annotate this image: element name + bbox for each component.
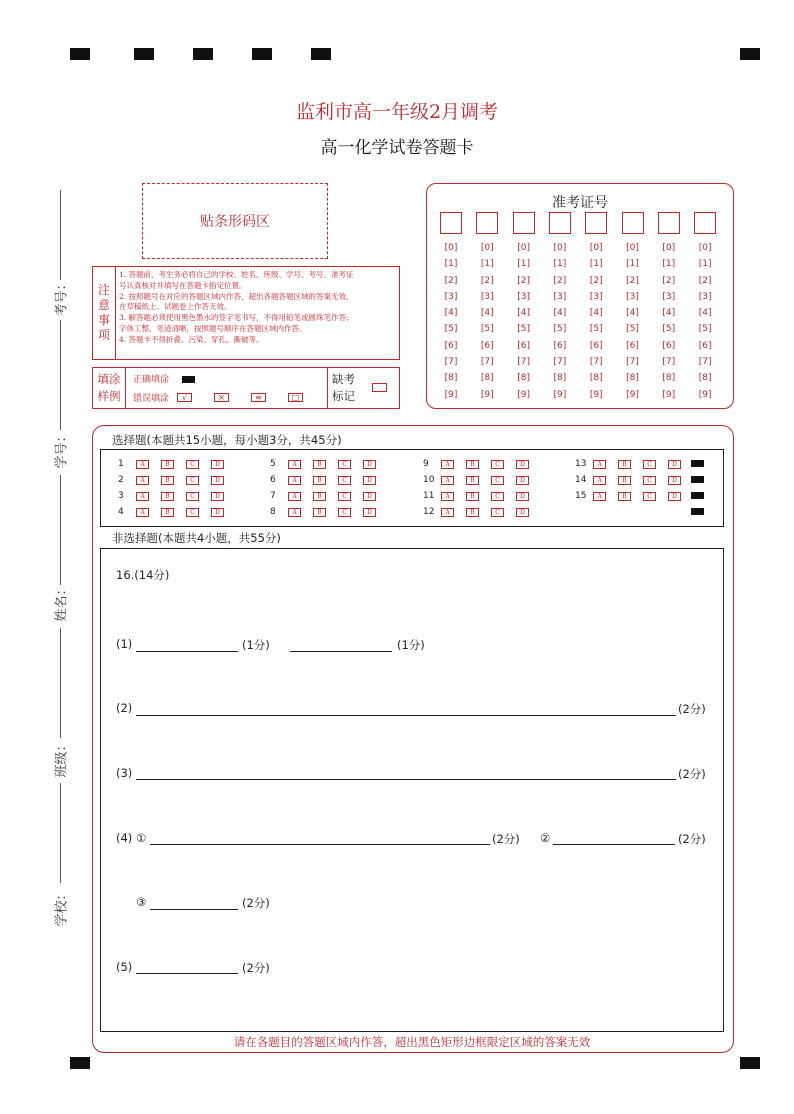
choice-option-bubble[interactable]: D <box>363 508 376 517</box>
exam-digit-bubble[interactable]: [5] <box>589 324 603 335</box>
wrong-fill-label: 错误填涂 <box>133 394 170 404</box>
exam-digit-bubble[interactable]: [8] <box>698 373 712 384</box>
exam-digit-bubble[interactable]: [9] <box>662 389 676 400</box>
note-item: 3. 解答题必须使用黑色墨水的签字笔书写，不得用铅笔或圆珠笔作答； <box>119 313 354 323</box>
note-item: 号认真核对并填写在答题卡指定位置。 <box>119 280 247 290</box>
choice-option-bubble[interactable]: D <box>363 476 376 485</box>
exam-digit-bubble[interactable]: [8] <box>589 373 603 384</box>
choice-question-number: 13 <box>575 459 587 469</box>
sidebar-line <box>60 628 61 738</box>
exam-digit-bubble[interactable]: [6] <box>589 340 603 351</box>
choice-question-number: 6 <box>270 475 276 485</box>
choice-option-bubble[interactable]: B <box>313 476 326 485</box>
exam-digit-bubble[interactable]: [6] <box>444 340 458 351</box>
part-4-score-2: (2分) <box>678 832 706 846</box>
filled-mark <box>691 492 704 499</box>
exam-number-column <box>440 212 462 403</box>
choice-question <box>270 459 388 469</box>
exam-digit-bubble[interactable]: [5] <box>444 324 458 335</box>
choice-option-bubble[interactable]: C <box>643 492 656 501</box>
note-item: 4. 答题卡不得折叠、污染、穿孔、撕破等。 <box>119 334 264 344</box>
card-title: 高一化学试卷答题卡 <box>320 138 474 158</box>
choice-option-bubble[interactable]: B <box>466 460 479 469</box>
note-item: 1. 答题前，考生务必将自己的学校、姓名、班级、学号、考号、准考证 <box>119 270 354 279</box>
exam-digit-bubble[interactable]: [5] <box>698 324 712 335</box>
choice-question <box>270 491 388 501</box>
exam-digit-bubble[interactable]: [0] <box>480 243 494 253</box>
choice-option-bubble[interactable]: C <box>186 508 199 517</box>
exam-digit-bubble[interactable]: [8] <box>626 373 639 384</box>
choice-question-number: 3 <box>118 491 124 501</box>
answer-blank-4-1[interactable] <box>150 844 490 845</box>
part-2-score: (2分) <box>678 702 706 716</box>
choice-option-bubble[interactable]: C <box>491 492 504 501</box>
choice-option-bubble[interactable]: D <box>668 492 681 501</box>
essay-box <box>100 548 724 1032</box>
choice-option-bubble[interactable]: A <box>288 476 301 485</box>
choice-option-bubble[interactable]: B <box>161 492 174 501</box>
absent-checkbox[interactable] <box>372 383 387 392</box>
exam-number-column <box>585 212 607 403</box>
exam-digit-bubble[interactable]: [1] <box>698 259 712 270</box>
exam-digit-bubble[interactable]: [3] <box>626 291 639 302</box>
absent-mark-area <box>327 368 400 408</box>
choice-question <box>118 475 236 485</box>
choice-option-bubble[interactable]: A <box>441 508 454 517</box>
exam-digit-bubble[interactable]: [2] <box>444 275 458 286</box>
choice-option-bubble[interactable]: B <box>161 508 174 517</box>
choice-option-bubble[interactable]: C <box>338 492 351 501</box>
exam-digit-bubble[interactable]: [1] <box>553 259 567 270</box>
exam-digit-bubble[interactable]: [7] <box>662 357 676 368</box>
choice-option-bubble[interactable]: C <box>491 508 504 517</box>
notes-title: 注 意 事 项 <box>93 267 116 359</box>
choice-option-bubble[interactable]: C <box>338 508 351 517</box>
notes-box <box>92 266 400 360</box>
exam-digit-bubble[interactable]: [7] <box>517 357 530 368</box>
exam-digit-bubble[interactable]: [9] <box>626 389 639 400</box>
choice-question-number: 2 <box>118 475 124 485</box>
sidebar-label-name: 姓名： <box>54 582 70 622</box>
answer-blank-2[interactable] <box>136 715 676 716</box>
exam-digit-bubble[interactable]: [1] <box>662 259 676 270</box>
exam-number-write-box[interactable] <box>694 212 716 234</box>
note-item: 在草稿纸上、试题卷上作答无效。 <box>119 302 232 312</box>
exam-digit-bubble[interactable]: [6] <box>553 340 567 351</box>
exam-number-column <box>694 212 716 403</box>
choice-option-bubble[interactable]: A <box>441 460 454 469</box>
exam-number-column <box>513 212 535 403</box>
exam-digit-bubble[interactable]: [4] <box>444 308 458 319</box>
absent-title: 缺考 标记 <box>332 372 355 403</box>
choice-option-bubble[interactable]: B <box>618 460 631 469</box>
choice-option-bubble[interactable]: C <box>186 460 199 469</box>
choice-question <box>423 491 541 501</box>
choice-option-bubble[interactable]: C <box>338 460 351 469</box>
choice-option-bubble[interactable]: B <box>466 492 479 501</box>
part-4-label: (4) <box>116 831 133 845</box>
exam-digit-bubble[interactable]: [6] <box>517 340 530 351</box>
part-3-score: (2分) <box>678 767 706 781</box>
choice-question-number: 11 <box>423 491 435 501</box>
timing-mark <box>70 48 90 60</box>
exam-digit-bubble[interactable]: [5] <box>626 324 639 335</box>
answer-blank-4-3[interactable] <box>150 909 238 910</box>
fill-sample-box <box>92 367 400 409</box>
choice-question-number: 14 <box>575 475 587 485</box>
choice-question <box>575 491 693 501</box>
exam-digit-bubble[interactable]: [2] <box>626 275 639 286</box>
exam-digit-bubble[interactable]: [4] <box>589 308 603 319</box>
choice-option-bubble[interactable]: A <box>288 460 301 469</box>
exam-digit-bubble[interactable]: [4] <box>480 308 494 319</box>
choice-question <box>270 475 388 485</box>
choice-option-bubble[interactable]: C <box>643 476 656 485</box>
exam-digit-bubble[interactable]: [8] <box>480 373 494 384</box>
choice-option-bubble[interactable]: D <box>668 460 681 469</box>
choice-question <box>423 459 541 469</box>
choice-question <box>575 475 693 485</box>
choice-option-bubble[interactable]: A <box>593 476 606 485</box>
choice-question-number: 10 <box>423 475 435 485</box>
sidebar-line <box>60 190 61 280</box>
exam-number-column <box>658 212 680 403</box>
choice-option-bubble[interactable]: A <box>136 508 149 517</box>
non-choice-section-title: 非选择题(本题共4小题，共55分) <box>112 531 281 545</box>
exam-digit-bubble[interactable]: [2] <box>662 275 676 286</box>
exam-digit-bubble[interactable]: [9] <box>553 389 567 400</box>
exam-digit-bubble[interactable]: [8] <box>444 373 458 384</box>
timing-mark <box>740 48 760 60</box>
choice-option-bubble[interactable]: B <box>313 460 326 469</box>
part-4-score-3: (2分) <box>242 896 270 910</box>
sidebar-label-school: 学校： <box>54 887 70 927</box>
choice-option-bubble[interactable]: C <box>491 476 504 485</box>
sidebar-label-student-no: 学号： <box>54 429 70 469</box>
footer-note: 请在各题目的答题区域内作答，超出黑色矩形边框限定区域的答案无效 <box>233 1035 591 1049</box>
choice-question <box>423 507 541 517</box>
choice-option-bubble[interactable]: A <box>441 476 454 485</box>
filled-mark <box>691 476 704 483</box>
exam-digit-bubble[interactable]: [7] <box>589 357 603 368</box>
choice-option-bubble[interactable]: B <box>466 476 479 485</box>
exam-digit-bubble[interactable]: [4] <box>626 308 639 319</box>
part-4-circle-2: ② <box>540 831 551 845</box>
choice-question <box>118 507 236 517</box>
exam-digit-bubble[interactable]: [3] <box>553 291 567 302</box>
choice-option-bubble[interactable]: C <box>643 460 656 469</box>
choice-option-bubble[interactable]: B <box>313 508 326 517</box>
answer-blank-3[interactable] <box>136 779 676 780</box>
choice-question <box>118 459 236 469</box>
choice-option-bubble[interactable]: A <box>593 460 606 469</box>
timing-mark <box>252 48 272 60</box>
exam-number-write-box[interactable] <box>440 212 462 234</box>
choice-question <box>423 475 541 485</box>
choice-option-bubble[interactable]: D <box>516 492 529 501</box>
choice-option-bubble[interactable]: B <box>618 476 631 485</box>
answer-blank-1b[interactable] <box>290 651 392 652</box>
notes-list <box>119 270 395 346</box>
timing-mark <box>193 48 213 60</box>
exam-digit-bubble[interactable]: [2] <box>698 275 712 286</box>
exam-digit-bubble[interactable]: [0] <box>626 243 639 253</box>
exam-digit-bubble[interactable]: [5] <box>517 324 530 335</box>
choice-option-bubble[interactable]: C <box>186 492 199 501</box>
wrong-mark-lines: ≡ <box>251 393 266 402</box>
choice-option-bubble[interactable]: D <box>211 508 224 517</box>
part-4-circle-1: ① <box>136 831 147 845</box>
exam-number-column <box>549 212 571 403</box>
timing-mark <box>134 48 154 60</box>
filled-mark <box>691 508 704 515</box>
exam-digit-bubble[interactable]: [7] <box>553 357 567 368</box>
exam-digit-bubble[interactable]: [3] <box>589 291 603 302</box>
wrong-mark-check: √ <box>177 393 192 402</box>
choice-option-bubble[interactable]: B <box>161 460 174 469</box>
exam-digit-bubble[interactable]: [4] <box>662 308 676 319</box>
choice-option-bubble[interactable]: C <box>338 476 351 485</box>
exam-digit-bubble[interactable]: [8] <box>553 373 567 384</box>
exam-number-panel <box>426 183 734 409</box>
wrong-mark-box: □ <box>288 393 303 402</box>
exam-digit-bubble[interactable]: [3] <box>480 291 494 302</box>
part-1-score-a: (1分) <box>242 638 270 652</box>
exam-digit-bubble[interactable]: [5] <box>662 324 676 335</box>
choice-section-title: 选择题(本题共15小题，每小题3分，共45分) <box>112 433 342 447</box>
wrong-fill-row <box>133 391 303 404</box>
choice-question-number: 4 <box>118 507 124 517</box>
part-3-label: (3) <box>116 766 133 780</box>
answer-blank-5[interactable] <box>136 973 238 974</box>
exam-digit-bubble[interactable]: [4] <box>698 308 712 319</box>
exam-digit-bubble[interactable]: [9] <box>444 389 458 400</box>
exam-digit-bubble[interactable]: [3] <box>444 291 458 302</box>
part-5-score: (2分) <box>242 961 270 975</box>
choice-question-number: 1 <box>118 459 124 469</box>
choice-option-bubble[interactable]: A <box>136 492 149 501</box>
choice-option-bubble[interactable]: C <box>186 476 199 485</box>
exam-digit-bubble[interactable]: [1] <box>517 259 530 270</box>
answer-blank-1a[interactable] <box>136 651 238 652</box>
choice-option-bubble[interactable]: D <box>211 476 224 485</box>
question-16-title: 16.(14分) <box>116 568 170 582</box>
choice-option-bubble[interactable]: B <box>466 508 479 517</box>
choice-question-number: 7 <box>270 491 276 501</box>
exam-digit-bubble[interactable]: [0] <box>553 243 567 253</box>
note-item: 2. 按照题号在对应的答题区域内作答，超出各题答题区域的答案无效， <box>119 291 354 301</box>
exam-number-column <box>622 212 644 403</box>
choice-option-bubble[interactable]: B <box>618 492 631 501</box>
exam-digit-bubble[interactable]: [7] <box>444 357 458 368</box>
choice-option-bubble[interactable]: D <box>516 508 529 517</box>
timing-mark <box>311 48 331 60</box>
part-4-score-1: (2分) <box>492 832 520 846</box>
part-5-label: (5) <box>116 960 133 974</box>
part-1-label: (1) <box>116 637 133 651</box>
exam-digit-bubble[interactable]: [6] <box>480 340 494 351</box>
choice-option-bubble[interactable]: D <box>211 492 224 501</box>
choice-option-bubble[interactable]: D <box>668 476 681 485</box>
exam-digit-bubble[interactable]: [0] <box>698 243 712 253</box>
exam-digit-bubble[interactable]: [9] <box>517 389 530 400</box>
exam-digit-bubble[interactable]: [2] <box>517 275 530 286</box>
exam-digit-bubble[interactable]: [4] <box>553 308 567 319</box>
exam-digit-bubble[interactable]: [9] <box>589 389 603 400</box>
exam-digit-bubble[interactable]: [2] <box>480 275 494 286</box>
choice-option-bubble[interactable]: A <box>593 492 606 501</box>
exam-digit-bubble[interactable]: [0] <box>444 243 458 253</box>
exam-digit-bubble[interactable]: [6] <box>662 340 676 351</box>
choice-question-number: 15 <box>575 491 587 501</box>
choice-question <box>575 459 693 469</box>
exam-digit-bubble[interactable]: [2] <box>553 275 567 286</box>
choice-option-bubble[interactable]: D <box>211 460 224 469</box>
sidebar-label-class: 班级： <box>54 738 70 778</box>
choice-option-bubble[interactable]: C <box>491 460 504 469</box>
part-1-score-b: (1分) <box>397 638 425 652</box>
exam-digit-bubble[interactable]: [2] <box>589 275 603 286</box>
exam-digit-bubble[interactable]: [0] <box>589 243 603 253</box>
exam-number-write-box[interactable] <box>585 212 607 234</box>
exam-digit-bubble[interactable]: [3] <box>517 291 530 302</box>
correct-fill-label: 正确填涂 <box>133 375 170 385</box>
exam-digit-bubble[interactable]: [8] <box>517 373 530 384</box>
choice-option-bubble[interactable]: A <box>288 508 301 517</box>
sidebar-line <box>60 783 61 883</box>
choice-option-bubble[interactable]: A <box>288 492 301 501</box>
exam-number-write-box[interactable] <box>658 212 680 234</box>
sidebar-label-exam-no: 考号： <box>54 277 70 317</box>
exam-number-write-box[interactable] <box>513 212 535 234</box>
fill-sample-title: 填涂 样例 <box>93 368 126 408</box>
note-item: 字体工整、笔迹清晰，按照题号顺序在答题区域内作答。 <box>119 323 307 333</box>
filled-mark <box>691 460 704 467</box>
exam-digit-bubble[interactable]: [8] <box>662 373 676 384</box>
timing-mark <box>740 1057 760 1069</box>
exam-digit-bubble[interactable]: [6] <box>626 340 639 351</box>
exam-digit-bubble[interactable]: [6] <box>698 340 712 351</box>
exam-number-write-box[interactable] <box>476 212 498 234</box>
exam-digit-bubble[interactable]: [0] <box>662 243 676 253</box>
school-title: 监利市高一年级2月调考 <box>295 101 499 123</box>
part-4-circle-3: ③ <box>136 895 147 909</box>
exam-digit-bubble[interactable]: [4] <box>517 308 530 319</box>
exam-digit-bubble[interactable]: [3] <box>698 291 712 302</box>
correct-fill-mark <box>182 376 195 383</box>
part-2-label: (2) <box>116 701 133 715</box>
choice-option-bubble[interactable]: A <box>136 476 149 485</box>
barcode-area <box>142 183 328 259</box>
choice-option-bubble[interactable]: D <box>363 492 376 501</box>
choice-option-bubble[interactable]: D <box>516 476 529 485</box>
sidebar-line <box>60 475 61 585</box>
exam-digit-bubble[interactable]: [1] <box>444 259 458 270</box>
choice-question <box>270 507 388 517</box>
exam-digit-bubble[interactable]: [7] <box>480 357 494 368</box>
answer-blank-4-2[interactable] <box>553 844 675 845</box>
exam-digit-bubble[interactable]: [1] <box>589 259 603 270</box>
exam-digit-bubble[interactable]: [5] <box>553 324 567 335</box>
exam-digit-bubble[interactable]: [7] <box>626 357 639 368</box>
exam-digit-bubble[interactable]: [1] <box>480 259 494 270</box>
exam-digit-bubble[interactable]: [7] <box>698 357 712 368</box>
exam-number-write-box[interactable] <box>622 212 644 234</box>
exam-number-title: 准考证号 <box>552 195 608 211</box>
exam-digit-bubble[interactable]: [0] <box>517 243 530 253</box>
choice-question-number: 8 <box>270 507 276 517</box>
choice-option-bubble[interactable]: B <box>313 492 326 501</box>
exam-digit-bubble[interactable]: [9] <box>480 389 494 400</box>
exam-digit-bubble[interactable]: [1] <box>626 259 639 270</box>
choice-question-number: 12 <box>423 507 435 517</box>
choice-question-number: 9 <box>423 459 429 469</box>
exam-digit-bubble[interactable]: [5] <box>480 324 494 335</box>
sidebar-line <box>60 320 61 430</box>
wrong-mark-cross: × <box>214 393 229 402</box>
choice-option-bubble[interactable]: D <box>516 460 529 469</box>
barcode-label: 贴条形码区 <box>200 214 270 230</box>
choice-question-number: 5 <box>270 459 276 469</box>
exam-digit-bubble[interactable]: [3] <box>662 291 676 302</box>
exam-number-write-box[interactable] <box>549 212 571 234</box>
exam-number-column <box>476 212 498 403</box>
choice-option-bubble[interactable]: D <box>363 460 376 469</box>
timing-mark <box>70 1057 90 1069</box>
choice-option-bubble[interactable]: A <box>441 492 454 501</box>
choice-option-bubble[interactable]: A <box>136 460 149 469</box>
exam-digit-bubble[interactable]: [9] <box>698 389 712 400</box>
choice-option-bubble[interactable]: B <box>161 476 174 485</box>
correct-fill-row <box>133 372 195 385</box>
choice-question <box>118 491 236 501</box>
